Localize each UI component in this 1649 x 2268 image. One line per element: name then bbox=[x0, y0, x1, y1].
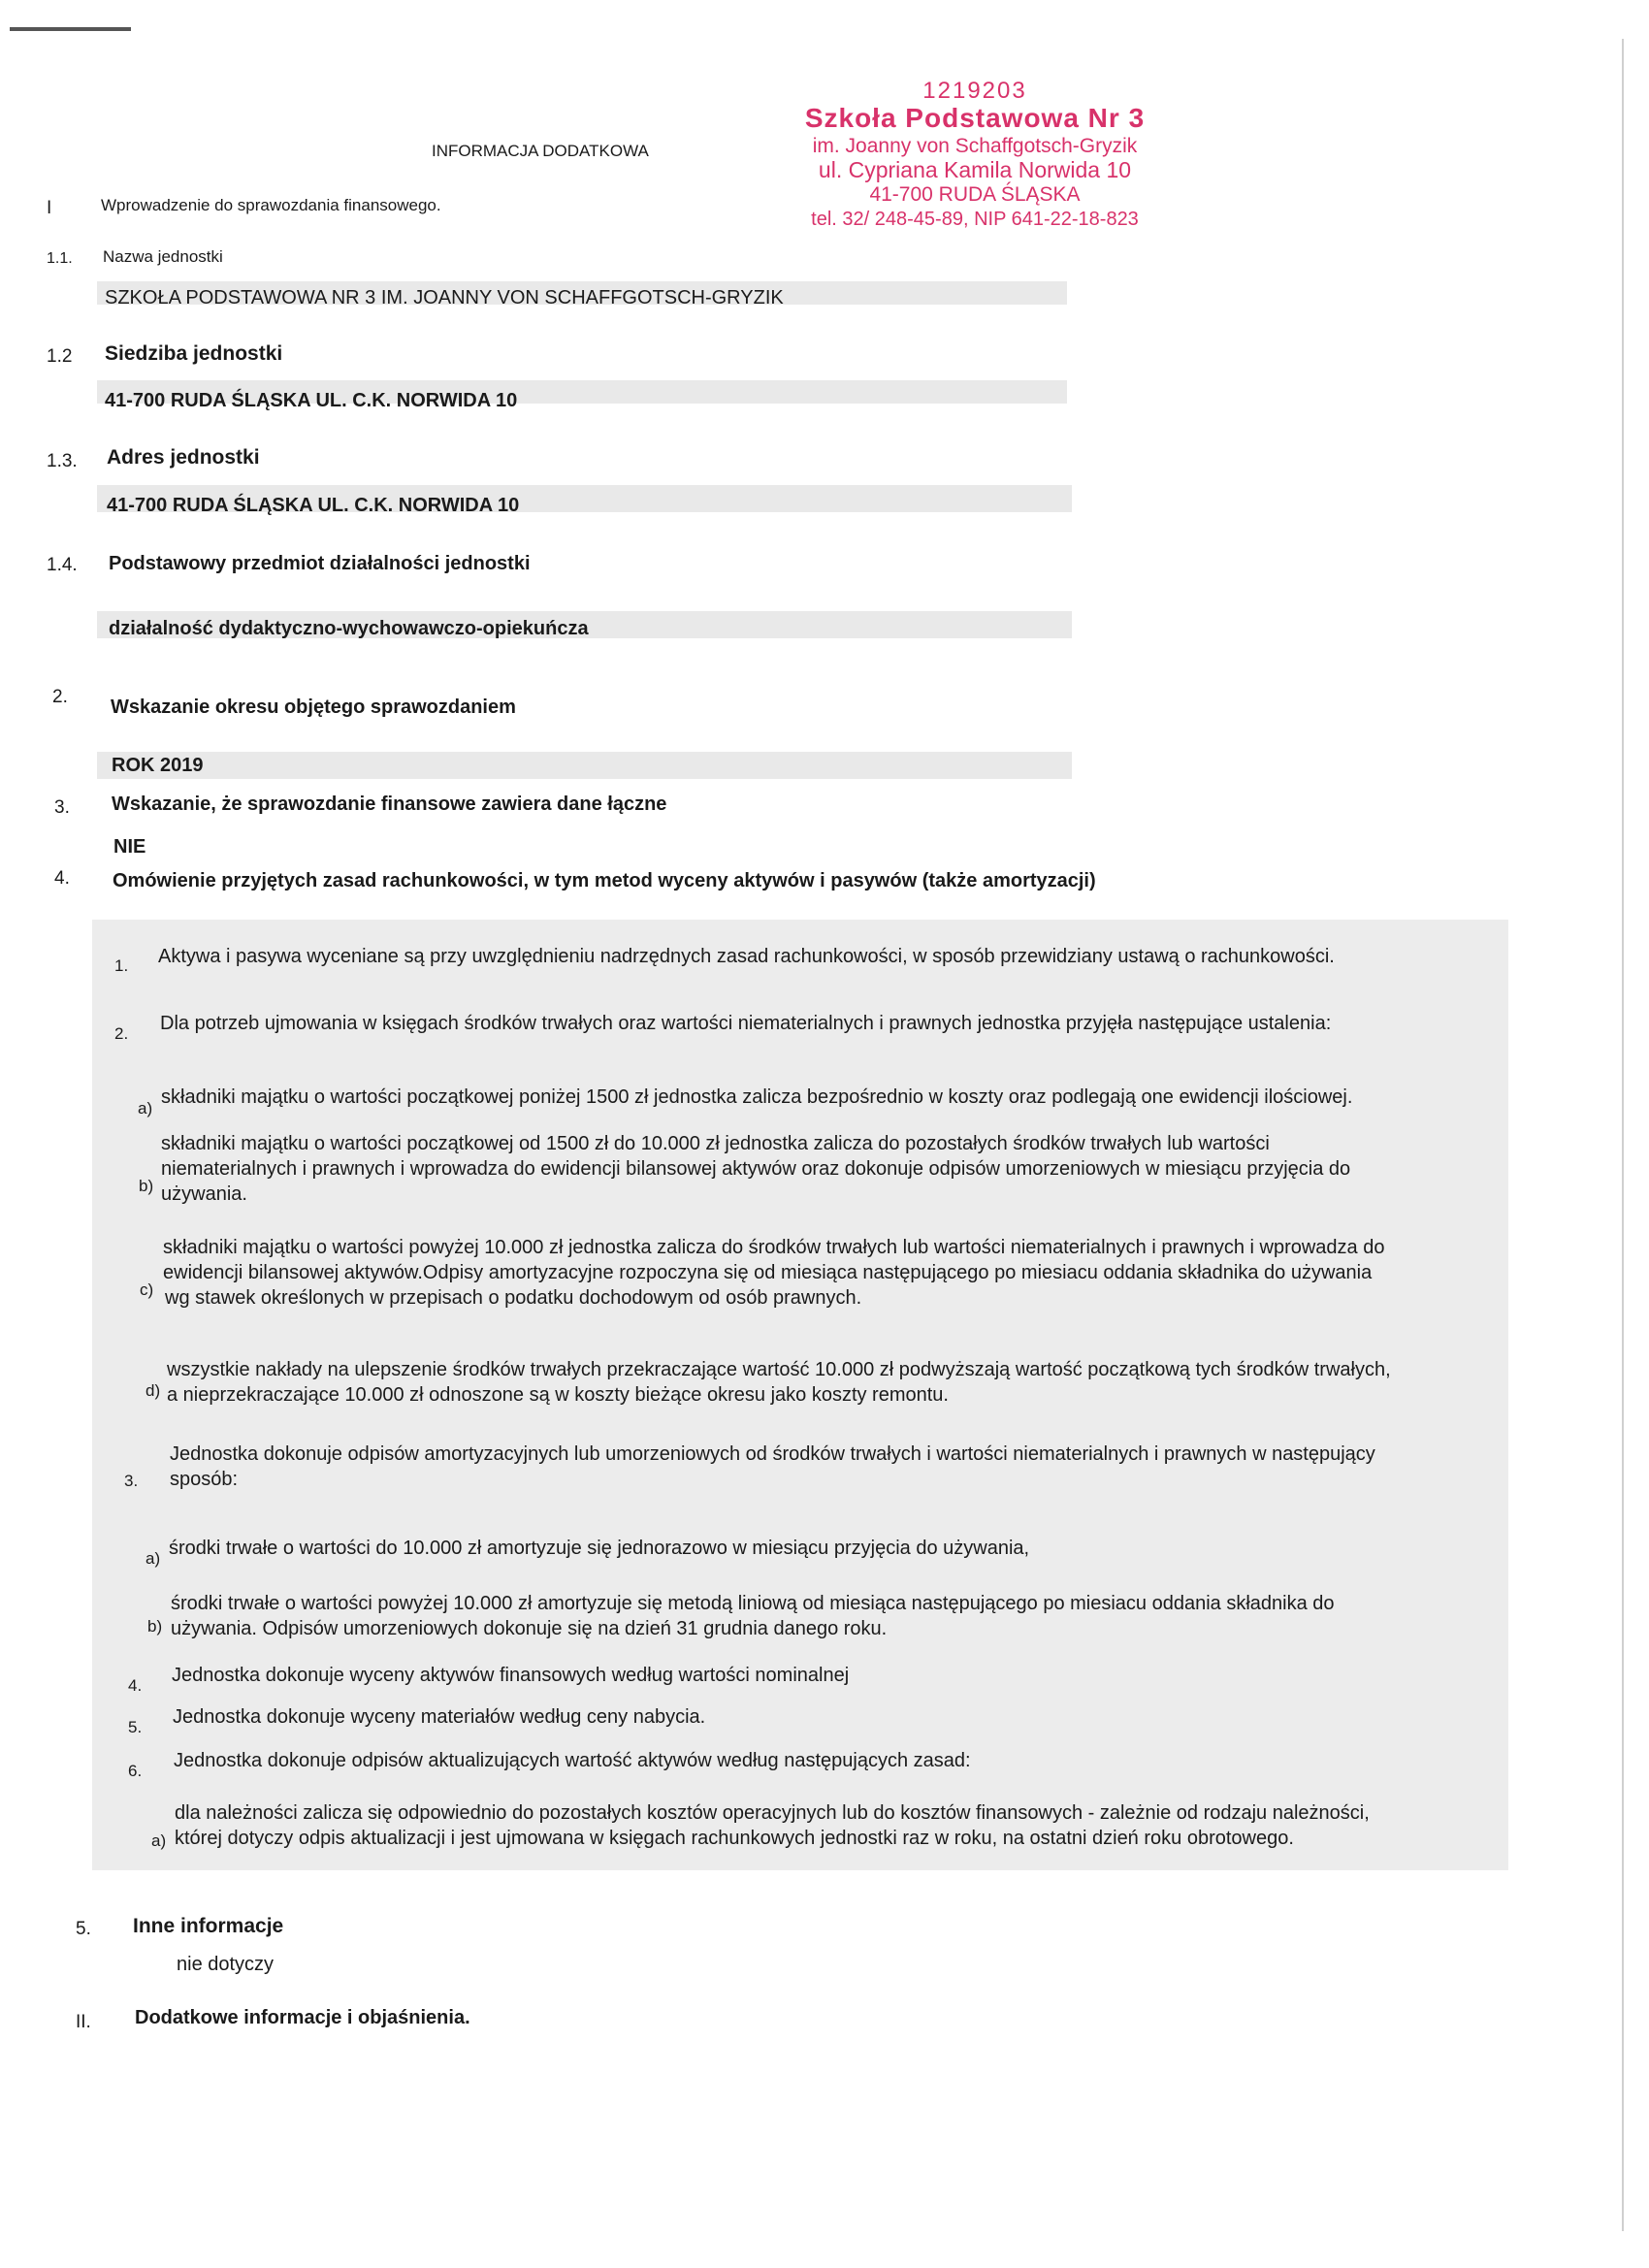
s3-value: NIE bbox=[113, 836, 146, 858]
policy-2c-line: ewidencji bilansowej aktywów.Odpisy amortyzacyjne rozpoczyna się od miesiąca następującego po miesiacu oddania składnika do używania bbox=[163, 1262, 1373, 1283]
s1-4-number: 1.4. bbox=[47, 555, 78, 575]
s1-2-number: 1.2 bbox=[47, 346, 73, 367]
scan-mark-line bbox=[10, 27, 131, 31]
s1-2-value: 41-700 RUDA ŚLĄSKA UL. C.K. NORWIDA 10 bbox=[105, 390, 518, 411]
s5-number: 5. bbox=[76, 1919, 91, 1939]
s1-3-title: Adres jednostki bbox=[107, 446, 260, 469]
field-shade-period bbox=[97, 752, 1072, 779]
document-title: INFORMACJA DODATKOWA bbox=[432, 142, 649, 160]
policy-6-number: 6. bbox=[128, 1762, 143, 1780]
s1-3-value: 41-700 RUDA ŚLĄSKA UL. C.K. NORWIDA 10 bbox=[107, 495, 520, 516]
policy-5-text: Jednostka dokonuje wyceny materiałów według ceny nabycia. bbox=[173, 1706, 706, 1728]
policy-2c-text bbox=[163, 1235, 1384, 1311]
policy-2b-line: niematerialnych i prawnych i wprowadza do ewidencji bilansowej aktywów oraz dokonuje odpisów umorzeniowych w miesiącu przyjęcia do bbox=[161, 1158, 1351, 1180]
policy-2d-label: d) bbox=[146, 1381, 161, 1400]
s1-4-value: działalność dydaktyczno-wychowawczo-opiekuńcza bbox=[109, 618, 589, 639]
s2-number: 2. bbox=[52, 687, 68, 707]
stamp-phone-nip: tel. 32/ 248-45-89, NIP 641-22-18-823 bbox=[811, 209, 1139, 230]
policy-3-number: 3. bbox=[124, 1472, 139, 1490]
stamp-city: 41-700 RUDA ŚLĄSKA bbox=[869, 183, 1081, 206]
policy-3-line: sposób: bbox=[170, 1469, 239, 1490]
policy-4-text: Jednostka dokonuje wyceny aktywów finansowych według wartości nominalnej bbox=[172, 1665, 850, 1686]
section-ii-title: Dodatkowe informacje i objaśnienia. bbox=[135, 2007, 470, 2028]
scan-edge-line bbox=[1622, 39, 1624, 2231]
section-i-number: I bbox=[47, 198, 52, 218]
stamp-regon: 1219203 bbox=[922, 78, 1027, 104]
policy-2d-line: wszystkie nakłady na ulepszenie środków trwałych przekraczające wartość 10.000 zł podwyższają wartość początkową tych środków trwałych, bbox=[167, 1359, 1391, 1380]
policy-3a-label: a) bbox=[146, 1549, 161, 1568]
policy-6a-text bbox=[175, 1800, 1370, 1851]
s2-value: ROK 2019 bbox=[112, 755, 204, 776]
policy-4-number: 4. bbox=[128, 1676, 143, 1695]
policy-2-text: Dla potrzeb ujmowania w księgach środków trwałych oraz wartości niematerialnych i prawnych jednostka przyjęła następujące ustalenia: bbox=[160, 1013, 1332, 1034]
s2-title: Wskazanie okresu objętego sprawozdaniem bbox=[111, 697, 516, 718]
stamp-street: ul. Cypriana Kamila Norwida 10 bbox=[818, 157, 1132, 182]
policy-2c-line: wg stawek określonych w przepisach o podatku dochodowym od osób prawnych. bbox=[165, 1287, 862, 1309]
policy-2a-text: składniki majątku o wartości początkowej poniżej 1500 zł jednostka zalicza bezpośrednio w koszty oraz podlegają one ewidencji ilościowej. bbox=[161, 1086, 1353, 1108]
s4-number: 4. bbox=[54, 868, 70, 889]
policy-3b-line: środki trwałe o wartości powyżej 10.000 zł amortyzuje się metodą liniową od miesiąca następującego po miesiacu oddania składnika do bbox=[171, 1593, 1335, 1614]
s1-2-title: Siedziba jednostki bbox=[105, 342, 283, 365]
policy-6a-label: a) bbox=[151, 1831, 167, 1850]
s1-1-title: Nazwa jednostki bbox=[103, 247, 223, 266]
policy-6a-line: której dotyczy odpis aktualizacji i jest ujmowana w księgach rachunkowych jednostki raz w roku, na ostatni dzień roku obrotowego. bbox=[175, 1828, 1294, 1849]
policy-1-number: 1. bbox=[114, 956, 129, 975]
policy-2c-label: c) bbox=[140, 1280, 154, 1299]
s5-value: nie dotyczy bbox=[177, 1954, 275, 1975]
s1-3-number: 1.3. bbox=[47, 451, 78, 471]
stamp-school-name: Szkoła Podstawowa Nr 3 bbox=[804, 103, 1146, 133]
s1-1-number: 1.1. bbox=[47, 250, 73, 267]
policy-2a-label: a) bbox=[138, 1099, 153, 1118]
policy-2b-label: b) bbox=[139, 1177, 154, 1195]
policy-3b-line: używania. Odpisów umorzeniowych dokonuje się na dzień 31 grudnia danego roku. bbox=[171, 1618, 888, 1639]
policy-2-number: 2. bbox=[114, 1024, 129, 1043]
policy-1-text: Aktywa i pasywa wyceniane są przy uwzględnieniu nadrzędnych zasad rachunkowości, w sposób przewidziany ustawą o rachunkowości. bbox=[158, 946, 1335, 967]
policy-6a-line: dla należności zalicza się odpowiednio do pozostałych kosztów operacyjnych lub do kosztów finansowych - zależnie od rodzaju należności, bbox=[175, 1802, 1370, 1824]
stamp-patron: im. Joanny von Schaffgotsch-Gryzik bbox=[812, 135, 1138, 157]
policy-2b-text bbox=[161, 1131, 1350, 1207]
section-i-title: Wprowadzenie do sprawozdania finansowego. bbox=[101, 196, 441, 214]
policy-2d-text bbox=[167, 1357, 1391, 1408]
policy-3-line: Jednostka dokonuje odpisów amortyzacyjnych lub umorzeniowych od środków trwałych i wartości niematerialnych i prawnych w następujący bbox=[170, 1443, 1375, 1465]
policy-5-number: 5. bbox=[128, 1718, 143, 1736]
s5-title: Inne informacje bbox=[133, 1915, 284, 1937]
s3-number: 3. bbox=[54, 797, 70, 818]
policy-3b-text bbox=[171, 1591, 1335, 1641]
s4-title: Omówienie przyjętych zasad rachunkowości, w tym metod wyceny aktywów i pasywów (także amortyzacji) bbox=[113, 870, 1096, 891]
policy-6-text: Jednostka dokonuje odpisów aktualizujących wartość aktywów według następujących zasad: bbox=[174, 1750, 971, 1771]
policy-3-text bbox=[170, 1442, 1375, 1492]
policy-3b-label: b) bbox=[147, 1617, 163, 1636]
policy-2d-line: a nieprzekraczające 10.000 zł odnoszone są w koszty bieżące okresu jako koszty remontu. bbox=[167, 1384, 949, 1406]
policy-3a-text: środki trwałe o wartości do 10.000 zł amortyzuje się jednorazowo w miesiącu przyjęcia do używania, bbox=[169, 1538, 1030, 1559]
policy-2b-line: używania. bbox=[161, 1183, 247, 1205]
policy-2b-line: składniki majątku o wartości początkowej od 1500 zł do 10.000 zł jednostka zalicza do pozostałych środków trwałych lub wartości bbox=[161, 1133, 1270, 1154]
section-ii-number: II. bbox=[76, 2012, 91, 2032]
s3-title: Wskazanie, że sprawozdanie finansowe zawiera dane łączne bbox=[112, 794, 667, 815]
policy-2c-line: składniki majątku o wartości powyżej 10.000 zł jednostka zalicza do środków trwałych lub wartości niematerialnych i prawnych i wprowadza do bbox=[163, 1237, 1385, 1258]
s1-4-title: Podstawowy przedmiot działalności jednostki bbox=[109, 553, 531, 574]
institution-stamp bbox=[791, 80, 1159, 229]
s1-1-value: SZKOŁA PODSTAWOWA NR 3 IM. JOANNY VON SCHAFFGOTSCH-GRYZIK bbox=[105, 287, 784, 308]
